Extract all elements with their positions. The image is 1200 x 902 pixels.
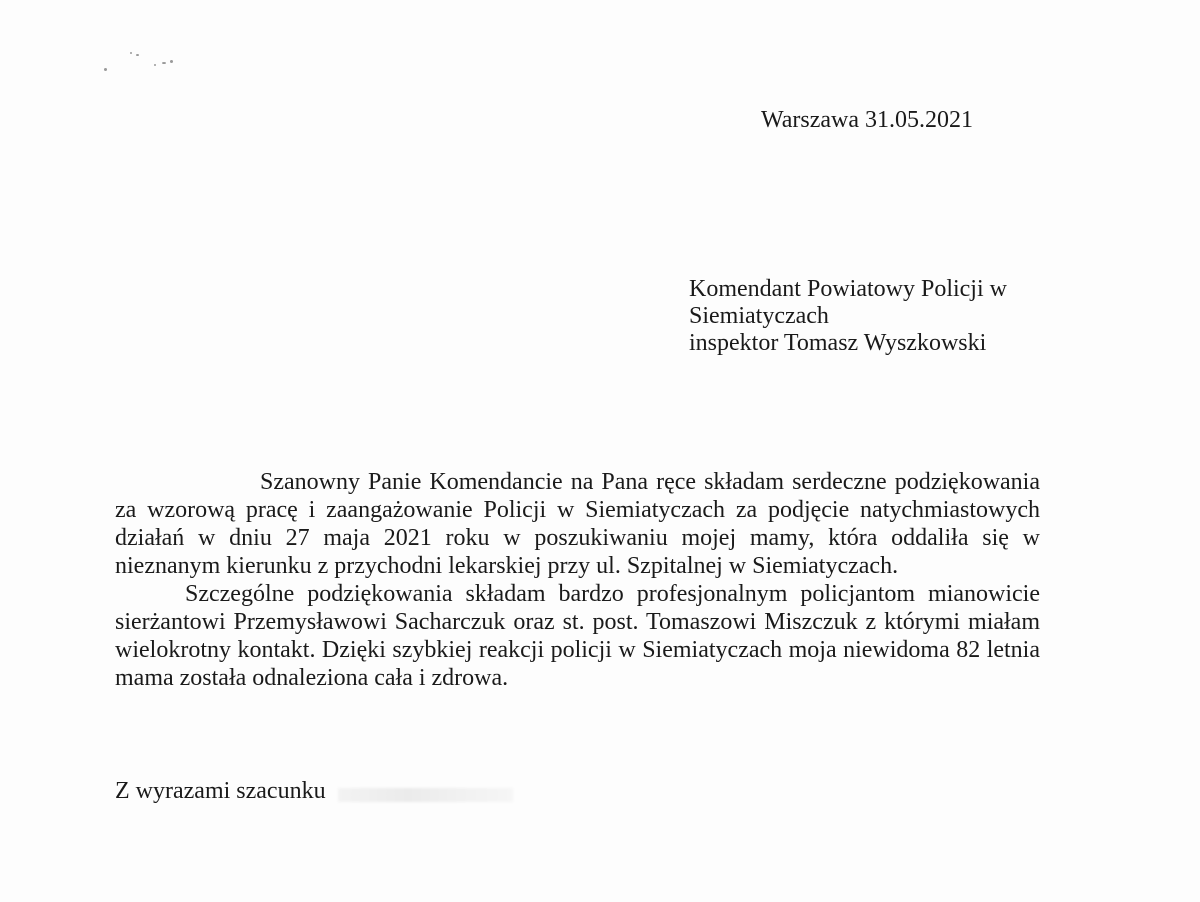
paragraph-thanks: Szanowny Panie Komendancie na Pana ręce składam serdeczne podziękowania za wzorową pracę i zaangażowanie Policji w Siemiatyczach za podjęcie natychmiastowych działań w dniu 27 maja 2021 roku w poszukiwaniu mojej mamy, która oddaliła się w nieznanym kierunku z przychodni lekarskiej przy ul. Szpitalnej w Siemiatyczach.: [115, 469, 1040, 579]
closing-salutation: Z wyrazami szacunku: [115, 778, 326, 804]
letter-date: Warszawa 31.05.2021: [761, 107, 974, 133]
recipient-line-1: Komendant Powiatowy Policji w: [689, 276, 1007, 302]
paragraph-officers: Szczególne podziękowania składam bardzo profesjonalnym policjantom mianowicie sierżantowi Przemysławowi Sacharczuk oraz st. post. Tomaszowi Miszczuk z którymi miałam wielokrotny kontakt. Dzięki szybkiej reakcji policji w Siemiatyczach moja niewidoma 82 letnia mama została odnaleziona cała i zdrowa.: [115, 581, 1040, 691]
scan-artifact: [96, 48, 196, 78]
recipient-line-2: Siemiatyczach: [689, 303, 829, 329]
letter-body: [115, 468, 1040, 692]
redacted-signature: [338, 788, 513, 802]
recipient-line-3: inspektor Tomasz Wyszkowski: [689, 330, 987, 356]
recipient-block: [689, 276, 1007, 357]
